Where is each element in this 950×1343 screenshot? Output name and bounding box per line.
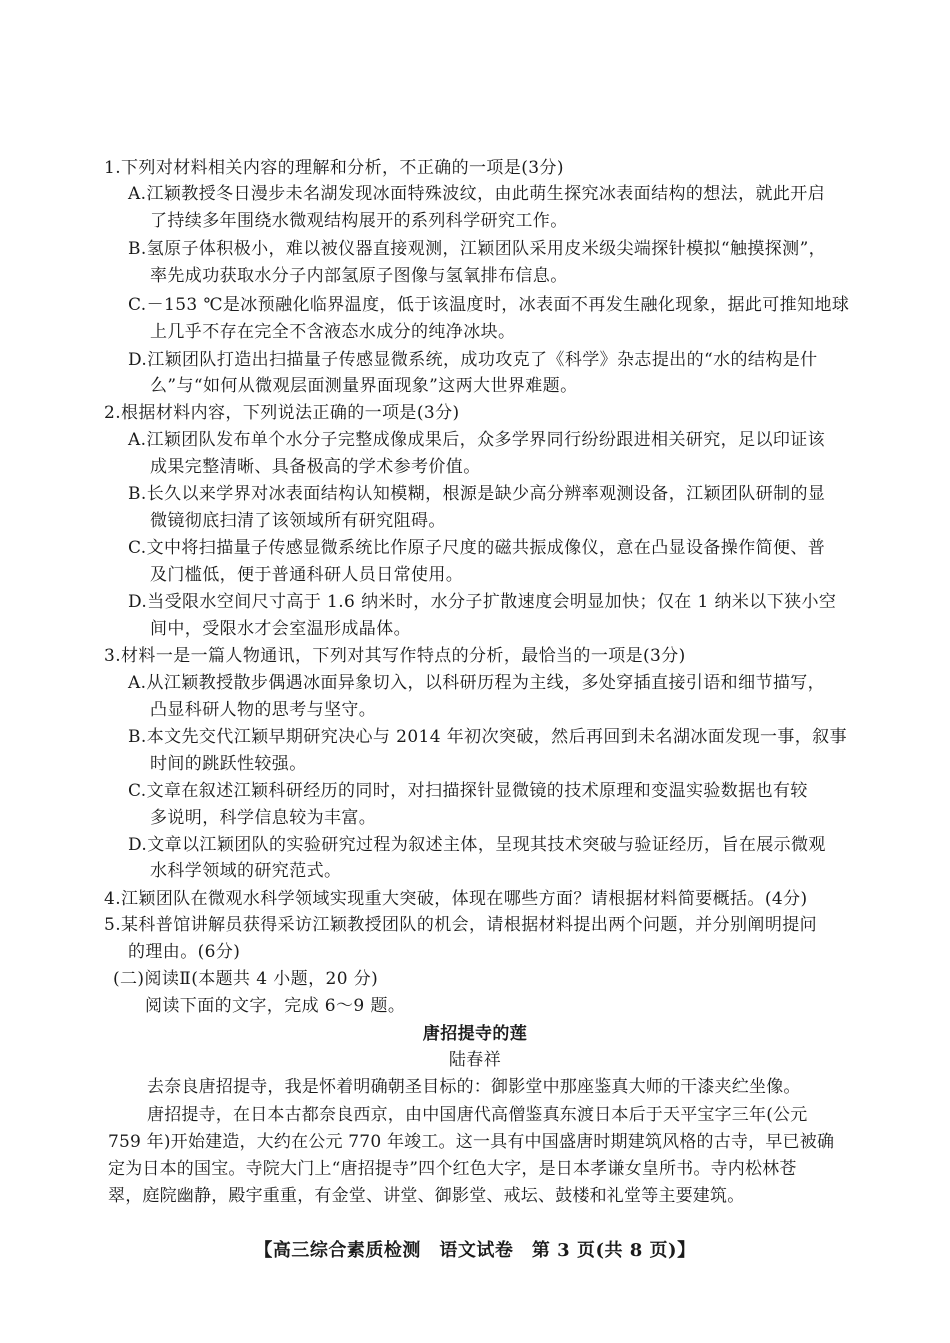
question-3-option-c: C.文章在叙述江颖科研经历的同时，对扫描探针显微镜的技术原理和变温实验数据也有较 (128, 781, 808, 801)
question-3-option-d: D.文章以江颖团队的实验研究过程为叙述主体，呈现其技术突破与验证经历，旨在展示微观 (128, 835, 826, 855)
article-paragraph-2-line-2: 759 年)开始建造，大约在公元 770 年竣工。这一具有中国盛唐时期建筑风格的古寺，早已被确 (108, 1132, 835, 1152)
question-2-option-d-cont: 间中，受限水才会室温形成晶体。 (150, 619, 411, 639)
question-1-option-b: B.氢原子体积极小，难以被仪器直接观测，江颖团队采用皮米级尖端探针模拟“触摸探测”， (128, 239, 827, 259)
question-1-option-d-cont: 么”与“如何从微观层面测量界面现象”这两大世界难题。 (150, 376, 578, 396)
question-1-option-a-cont: 了持续多年围绕水微观结构展开的系列科学研究工作。 (150, 211, 568, 231)
question-1-stem: 1.下列对材料相关内容的理解和分析，不正确的一项是(3分) (104, 158, 564, 178)
section-2-heading: (二)阅读Ⅱ(本题共 4 小题，20 分) (113, 969, 379, 989)
question-4: 4.江颖团队在微观水科学领域实现重大突破，体现在哪些方面？请根据材料简要概括。(4分) (104, 889, 808, 909)
article-paragraph-2-line-1: 唐招提寺，在日本古都奈良西京，由中国唐代高僧鉴真东渡日本后于天平宝字三年(公元 (147, 1105, 808, 1125)
page-footer: 【高三综合素质检测 语文试卷 第 3 页(共 8 页)】 (254, 1240, 696, 1261)
question-2-option-d: D.当受限水空间尺寸高于 1.6 纳米时，水分子扩散速度会明显加快；仅在 1 纳米以下狭小空 (128, 592, 837, 612)
question-5: 5.某科普馆讲解员获得采访江颖教授团队的机会，请根据材料提出两个问题，并分别阐明提问 (104, 915, 818, 935)
article-paragraph-1: 去奈良唐招提寺，我是怀着明确朝圣目标的：御影堂中那座鉴真大师的干漆夹纻坐像。 (147, 1077, 801, 1097)
question-2-option-c-cont: 及门槛低，便于普通科研人员日常使用。 (150, 565, 464, 585)
question-1-option-c-cont: 上几乎不存在完全不含液态水成分的纯净冰块。 (150, 322, 516, 342)
question-2-option-c: C.文中将扫描量子传感显微系统比作原子尺度的磁共振成像仪，意在凸显设备操作简便、普 (128, 538, 826, 558)
question-2-option-b: B.长久以来学界对冰表面结构认知模糊，根源是缺少高分辨率观测设备，江颖团队研制的显 (128, 484, 826, 504)
question-3-option-c-cont: 多说明，科学信息较为丰富。 (150, 808, 377, 828)
question-1-option-b-cont: 率先成功获取水分子内部氢原子图像与氢氧排布信息。 (150, 266, 568, 286)
question-1-option-a: A.江颖教授冬日漫步未名湖发现冰面特殊波纹，由此萌生探究冰表面结构的想法，就此开启 (128, 184, 826, 204)
question-2-stem: 2.根据材料内容，下列说法正确的一项是(3分) (104, 403, 460, 423)
article-paragraph-2-line-3: 定为日本的国宝。寺院大门上“唐招提寺”四个红色大字，是日本孝谦女皇所书。寺内松林苍 (108, 1159, 797, 1179)
question-3-option-b-cont: 时间的跳跃性较强。 (150, 754, 307, 774)
question-3-option-a: A.从江颖教授散步偶遇冰面异象切入，以科研历程为主线，多处穿插直接引语和细节描写， (128, 673, 826, 693)
question-3-option-d-cont: 水科学领域的研究范式。 (150, 861, 342, 881)
question-2-option-a-cont: 成果完整清晰、具备极高的学术参考价值。 (150, 457, 481, 477)
article-author: 陆春祥 (448, 1050, 502, 1070)
article-title: 唐招提寺的莲 (422, 1024, 528, 1044)
question-1-option-c: C.－153 ℃是冰预融化临界温度，低于该温度时，冰表面不再发生融化现象，据此可推知地球 (128, 295, 850, 315)
question-5-cont: 的理由。(6分) (128, 942, 241, 962)
question-2-option-a: A.江颖团队发布单个水分子完整成像成果后，众多学界同行纷纷跟进相关研究，足以印证该 (128, 430, 826, 450)
question-3-option-a-cont: 凸显科研人物的思考与坚守。 (150, 700, 377, 720)
section-2-intro: 阅读下面的文字，完成 6～9 题。 (145, 996, 406, 1016)
question-3-option-b: B.本文先交代江颖早期研究决心与 2014 年初次突破，然后再回到未名湖冰面发现一事，叙事 (128, 727, 847, 747)
question-3-stem: 3.材料一是一篇人物通讯，下列对其写作特点的分析，最恰当的一项是(3分) (104, 646, 686, 666)
article-paragraph-2-line-4: 翠，庭院幽静，殿宇重重，有金堂、讲堂、御影堂、戒坛、鼓楼和礼堂等主要建筑。 (108, 1186, 745, 1206)
question-1-option-d: D.江颖团队打造出扫描量子传感显微系统，成功攻克了《科学》杂志提出的“水的结构是什 (128, 350, 818, 370)
question-2-option-b-cont: 微镜彻底扫清了该领域所有研究阻碍。 (150, 511, 446, 531)
